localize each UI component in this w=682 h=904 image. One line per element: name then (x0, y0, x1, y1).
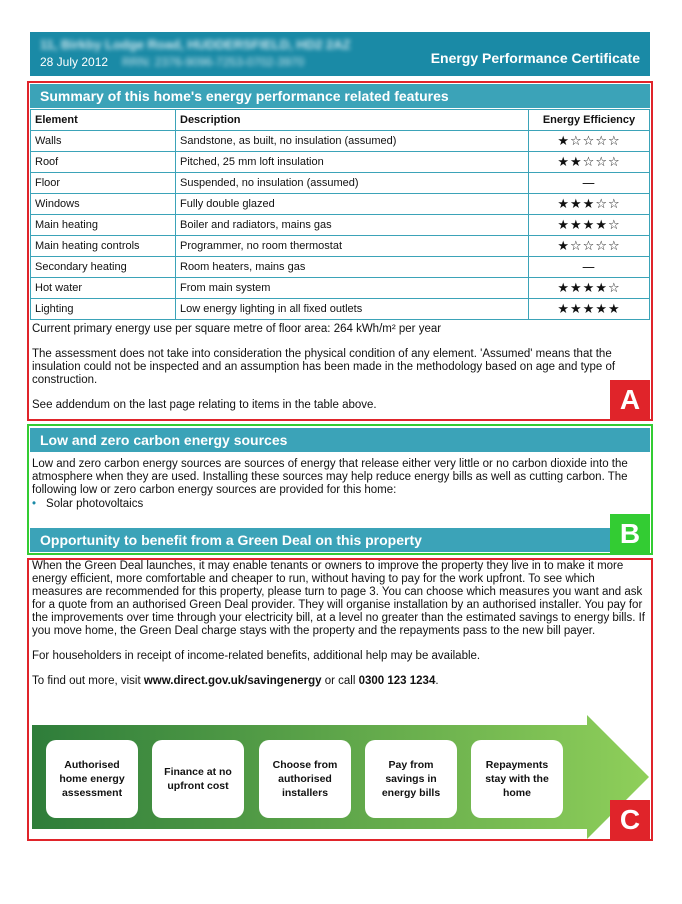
row-description: Low energy lighting in all fixed outlets (176, 299, 529, 320)
region-c-label: C (610, 800, 650, 840)
addendum-note: See addendum on the last page relating to items in the table above. (32, 399, 377, 411)
green-deal-title: Opportunity to benefit from a Green Deal on this property (30, 528, 650, 552)
step-finance: Finance at no upfront cost (152, 740, 244, 818)
low-carbon-item-label: Solar photovoltaics (46, 498, 144, 510)
summary-title: Summary of this home's energy performance related features (30, 84, 650, 108)
column-header-element: Element (31, 110, 176, 131)
row-element: Roof (31, 152, 176, 173)
row-element: Floor (31, 173, 176, 194)
assessment-note: The assessment does not take into consideration the physical condition of any element. 'Assumed' means that the insulation could not be inspected and an assumption has been made in the methodology based on age and type of construction. (32, 348, 616, 386)
row-element: Main heating (31, 215, 176, 236)
benefits-note: For householders in receipt of income-related benefits, additional help may be available. (32, 650, 481, 662)
row-description: Pitched, 25 mm loft insulation (176, 152, 529, 173)
low-carbon-title: Low and zero carbon energy sources (30, 428, 650, 452)
row-description: From main system (176, 278, 529, 299)
region-b-label: B (610, 514, 650, 554)
column-header-efficiency: Energy Efficiency (529, 110, 650, 131)
row-element: Walls (31, 131, 176, 152)
not-applicable-dash: — (582, 259, 596, 275)
row-description: Suspended, no insulation (assumed) (176, 173, 529, 194)
certificate-rrn: RRN: 2376-9096-7253-0702-3970 (122, 55, 305, 69)
certificate-title: Energy Performance Certificate (430, 50, 640, 66)
step-installers: Choose from authorised installers (259, 740, 351, 818)
region-b-frame (27, 424, 653, 555)
row-element: Secondary heating (31, 257, 176, 278)
star-rating-icon: ★☆☆☆☆ (557, 133, 621, 149)
row-element: Lighting (31, 299, 176, 320)
star-rating-icon: ★★★☆☆ (557, 196, 621, 212)
region-a-frame (27, 81, 653, 421)
row-description: Sandstone, as built, no insulation (assumed) (176, 131, 529, 152)
certificate-header (30, 32, 650, 76)
row-description: Boiler and radiators, mains gas (176, 215, 529, 236)
star-rating-icon: ★★★★★ (557, 301, 621, 317)
row-element: Main heating controls (31, 236, 176, 257)
low-carbon-text: Low and zero carbon energy sources are sources of energy that release either very little or no carbon dioxide into the atmosphere when they are used. Installing these sources may help reduce energy bills as well as cutting carbon. The following low or zero carbon energy sources are provided for this home: (32, 458, 628, 496)
website-link[interactable]: www.direct.gov.uk/savingenergy (143, 675, 322, 687)
column-header-description: Description (176, 110, 529, 131)
row-element: Windows (31, 194, 176, 215)
star-rating-icon: ★★★★☆ (557, 280, 621, 296)
find-out-more: To find out more, visit www.direct.gov.uk/savingenergy or call 0300 123 1234. (32, 675, 439, 687)
row-element: Hot water (31, 278, 176, 299)
step-repayments: Repayments stay with the home (471, 740, 563, 818)
property-address: 11, Birkby Lodge Road, HUDDERSFIELD, HD2 2AZ (40, 37, 351, 52)
not-applicable-dash: — (582, 175, 596, 191)
region-c-frame (27, 558, 653, 841)
row-description: Room heaters, mains gas (176, 257, 529, 278)
energy-use-text: Current primary energy use per square metre of floor area: 264 kWh/m² per year (32, 323, 442, 335)
star-rating-icon: ★★★★☆ (557, 217, 621, 233)
certificate-date: 28 July 2012 (40, 55, 109, 69)
step-pay-from-savings: Pay from savings in energy bills (365, 740, 457, 818)
row-description: Fully double glazed (176, 194, 529, 215)
region-a-label: A (610, 380, 650, 420)
step-assessment: Authorised home energy assessment (46, 740, 138, 818)
star-rating-icon: ★☆☆☆☆ (557, 238, 621, 254)
green-deal-text: When the Green Deal launches, it may enable tenants or owners to improve the property they live in to make it more energy efficient, more comfortable and cheaper to run, without having to pay for the work upfront. To see which measures are recommended for this property, please turn to page 3. You can choose which measures you want and ask for a quote from an authorised Green Deal provider. They will organise installation by an authorised installer. You pay for the improvements over time through your electricity bill, at a level no greater than the estimated savings to energy bills. If you move home, the Green Deal charge stays with the property and the repayments pass to the new bill payer. (32, 560, 645, 637)
phone-number: 0300 123 1234 (358, 675, 436, 687)
star-rating-icon: ★★☆☆☆ (557, 154, 621, 170)
bullet-icon: • (32, 498, 37, 510)
row-description: Programmer, no room thermostat (176, 236, 529, 257)
